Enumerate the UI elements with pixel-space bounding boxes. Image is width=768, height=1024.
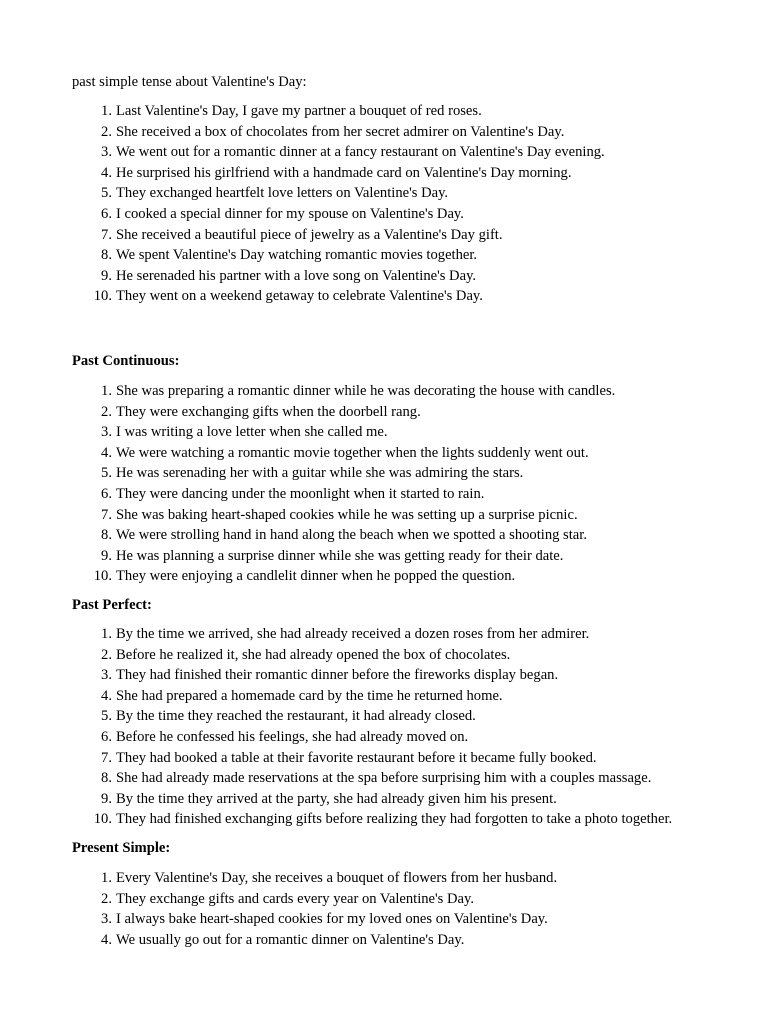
list-item xyxy=(72,402,712,423)
list-item-number: 5. xyxy=(101,465,112,482)
list-item-text: I cooked a special dinner for my spouse on Valentine's Day. xyxy=(116,205,464,222)
past-continuous-list xyxy=(72,381,712,587)
list-item xyxy=(72,566,712,587)
list-item-text: Last Valentine's Day, I gave my partner a bouquet of red roses. xyxy=(116,103,482,119)
list-item-number: 1. xyxy=(101,103,112,119)
list-item-number: 7. xyxy=(101,749,112,766)
list-item xyxy=(72,546,712,567)
list-item-text: They had finished their romantic dinner before the fireworks display began. xyxy=(116,667,559,684)
list-item-text: She had prepared a homemade card by the time he returned home. xyxy=(116,687,503,704)
list-item xyxy=(72,505,712,526)
list-item xyxy=(72,484,712,505)
list-item xyxy=(72,463,712,484)
list-item-number: 1. xyxy=(101,626,112,642)
intro-text: past simple tense about Valentine's Day: xyxy=(72,74,307,90)
list-item-number: 4. xyxy=(101,931,112,948)
list-item-number: 2. xyxy=(101,403,112,420)
list-item-text: They were enjoying a candlelit dinner when he popped the question. xyxy=(116,568,516,585)
list-item-number: 1. xyxy=(101,383,112,399)
list-item-text: Before he realized it, she had already opened the box of chocolates. xyxy=(116,646,511,663)
list-item-text: Before he confessed his feelings, she had already moved on. xyxy=(116,728,469,745)
list-item xyxy=(72,665,712,686)
list-item xyxy=(72,142,712,163)
heading-present-simple: Present Simple: xyxy=(72,840,171,856)
list-item xyxy=(72,727,712,748)
list-item-text: We spent Valentine's Day watching romantic movies together. xyxy=(116,247,478,264)
past-perfect-list xyxy=(72,624,712,830)
list-item xyxy=(72,889,712,910)
list-item xyxy=(72,909,712,930)
list-item-text: She had already made reservations at the spa before surprising him with a couples massage. xyxy=(116,770,652,787)
list-item xyxy=(72,809,712,830)
list-item xyxy=(72,163,712,184)
list-item-text: They exchange gifts and cards every year on Valentine's Day. xyxy=(116,890,475,907)
list-item-number: 9. xyxy=(101,267,112,284)
list-item-number: 5. xyxy=(101,708,112,725)
list-item-text: By the time we arrived, she had already received a dozen roses from her admirer. xyxy=(116,626,590,642)
list-item xyxy=(72,422,712,443)
list-item-number: 2. xyxy=(101,123,112,140)
list-item-number: 7. xyxy=(101,226,112,243)
list-item xyxy=(72,266,712,287)
list-item-number: 8. xyxy=(101,770,112,787)
list-item-number: 1. xyxy=(101,870,112,886)
list-item-text: We usually go out for a romantic dinner on Valentine's Day. xyxy=(116,931,465,948)
list-item-text: By the time they reached the restaurant, it had already closed. xyxy=(116,708,476,725)
list-item xyxy=(72,204,712,225)
list-item xyxy=(72,706,712,727)
list-item-text: She was baking heart-shaped cookies while he was setting up a surprise picnic. xyxy=(116,506,578,523)
list-item-number: 2. xyxy=(101,646,112,663)
list-item-text: She was preparing a romantic dinner while he was decorating the house with candles. xyxy=(116,383,616,399)
list-item xyxy=(72,525,712,546)
list-item xyxy=(72,645,712,666)
list-item-text: They exchanged heartfelt love letters on Valentine's Day. xyxy=(116,185,449,202)
list-item xyxy=(72,122,712,143)
list-item-text: By the time they arrived at the party, she had already given him his present. xyxy=(116,790,557,807)
list-item-text: Every Valentine's Day, she receives a bouquet of flowers from her husband. xyxy=(116,870,558,886)
list-item-number: 6. xyxy=(101,205,112,222)
list-item-text: She received a box of chocolates from her secret admirer on Valentine's Day. xyxy=(116,123,565,140)
list-item-number: 3. xyxy=(101,667,112,684)
list-item-text: I was writing a love letter when she called me. xyxy=(116,424,388,441)
list-item xyxy=(72,686,712,707)
present-simple-list xyxy=(72,868,712,950)
list-item-number: 6. xyxy=(101,485,112,502)
list-item-text: She received a beautiful piece of jewelry as a Valentine's Day gift. xyxy=(116,226,503,243)
list-item-text: They had booked a table at their favorite restaurant before it became fully booked. xyxy=(116,749,597,766)
list-item-number: 3. xyxy=(101,911,112,928)
list-item-text: They were dancing under the moonlight when it started to rain. xyxy=(116,485,485,502)
list-item-text: They had finished exchanging gifts before realizing they had forgotten to take a photo together. xyxy=(116,811,673,828)
list-item-number: 4. xyxy=(101,444,112,461)
list-item xyxy=(72,768,712,789)
list-item-number: 4. xyxy=(101,164,112,181)
list-item-number: 8. xyxy=(101,247,112,264)
list-item-number: 9. xyxy=(101,790,112,807)
list-item-text: He surprised his girlfriend with a handmade card on Valentine's Day morning. xyxy=(116,164,572,181)
list-item-text: He was planning a surprise dinner while she was getting ready for their date. xyxy=(116,547,564,564)
list-item xyxy=(72,225,712,246)
list-item xyxy=(72,101,712,122)
list-item xyxy=(72,443,712,464)
list-item xyxy=(72,183,712,204)
list-item-number: 10. xyxy=(93,811,112,828)
list-item-number: 4. xyxy=(101,687,112,704)
list-item-text: We went out for a romantic dinner at a fancy restaurant on Valentine's Day evening. xyxy=(116,144,605,161)
list-item-number: 8. xyxy=(101,527,112,544)
heading-past-continuous: Past Continuous: xyxy=(72,353,180,369)
list-item xyxy=(72,789,712,810)
list-item-number: 6. xyxy=(101,728,112,745)
list-item xyxy=(72,286,712,307)
list-item-text: They went on a weekend getaway to celebrate Valentine's Day. xyxy=(116,288,483,305)
list-item xyxy=(72,245,712,266)
heading-past-perfect: Past Perfect: xyxy=(72,597,152,613)
list-item-text: He was serenading her with a guitar while she was admiring the stars. xyxy=(116,465,524,482)
list-item-number: 7. xyxy=(101,506,112,523)
list-item-number: 10. xyxy=(93,568,112,585)
list-item-text: We were watching a romantic movie together when the lights suddenly went out. xyxy=(116,444,589,461)
past-simple-list xyxy=(72,101,712,307)
list-item-text: He serenaded his partner with a love song on Valentine's Day. xyxy=(116,267,477,284)
list-item-number: 5. xyxy=(101,185,112,202)
list-item xyxy=(72,381,712,402)
list-item-number: 2. xyxy=(101,890,112,907)
list-item-number: 3. xyxy=(101,144,112,161)
list-item-text: We were strolling hand in hand along the beach when we spotted a shooting star. xyxy=(116,527,587,544)
list-item-number: 3. xyxy=(101,424,112,441)
list-item-text: They were exchanging gifts when the doorbell rang. xyxy=(116,403,421,420)
list-item xyxy=(72,748,712,769)
list-item-number: 9. xyxy=(101,547,112,564)
list-item xyxy=(72,868,712,889)
list-item xyxy=(72,624,712,645)
list-item xyxy=(72,930,712,951)
list-item-text: I always bake heart-shaped cookies for my loved ones on Valentine's Day. xyxy=(116,911,548,928)
list-item-number: 10. xyxy=(93,288,112,305)
